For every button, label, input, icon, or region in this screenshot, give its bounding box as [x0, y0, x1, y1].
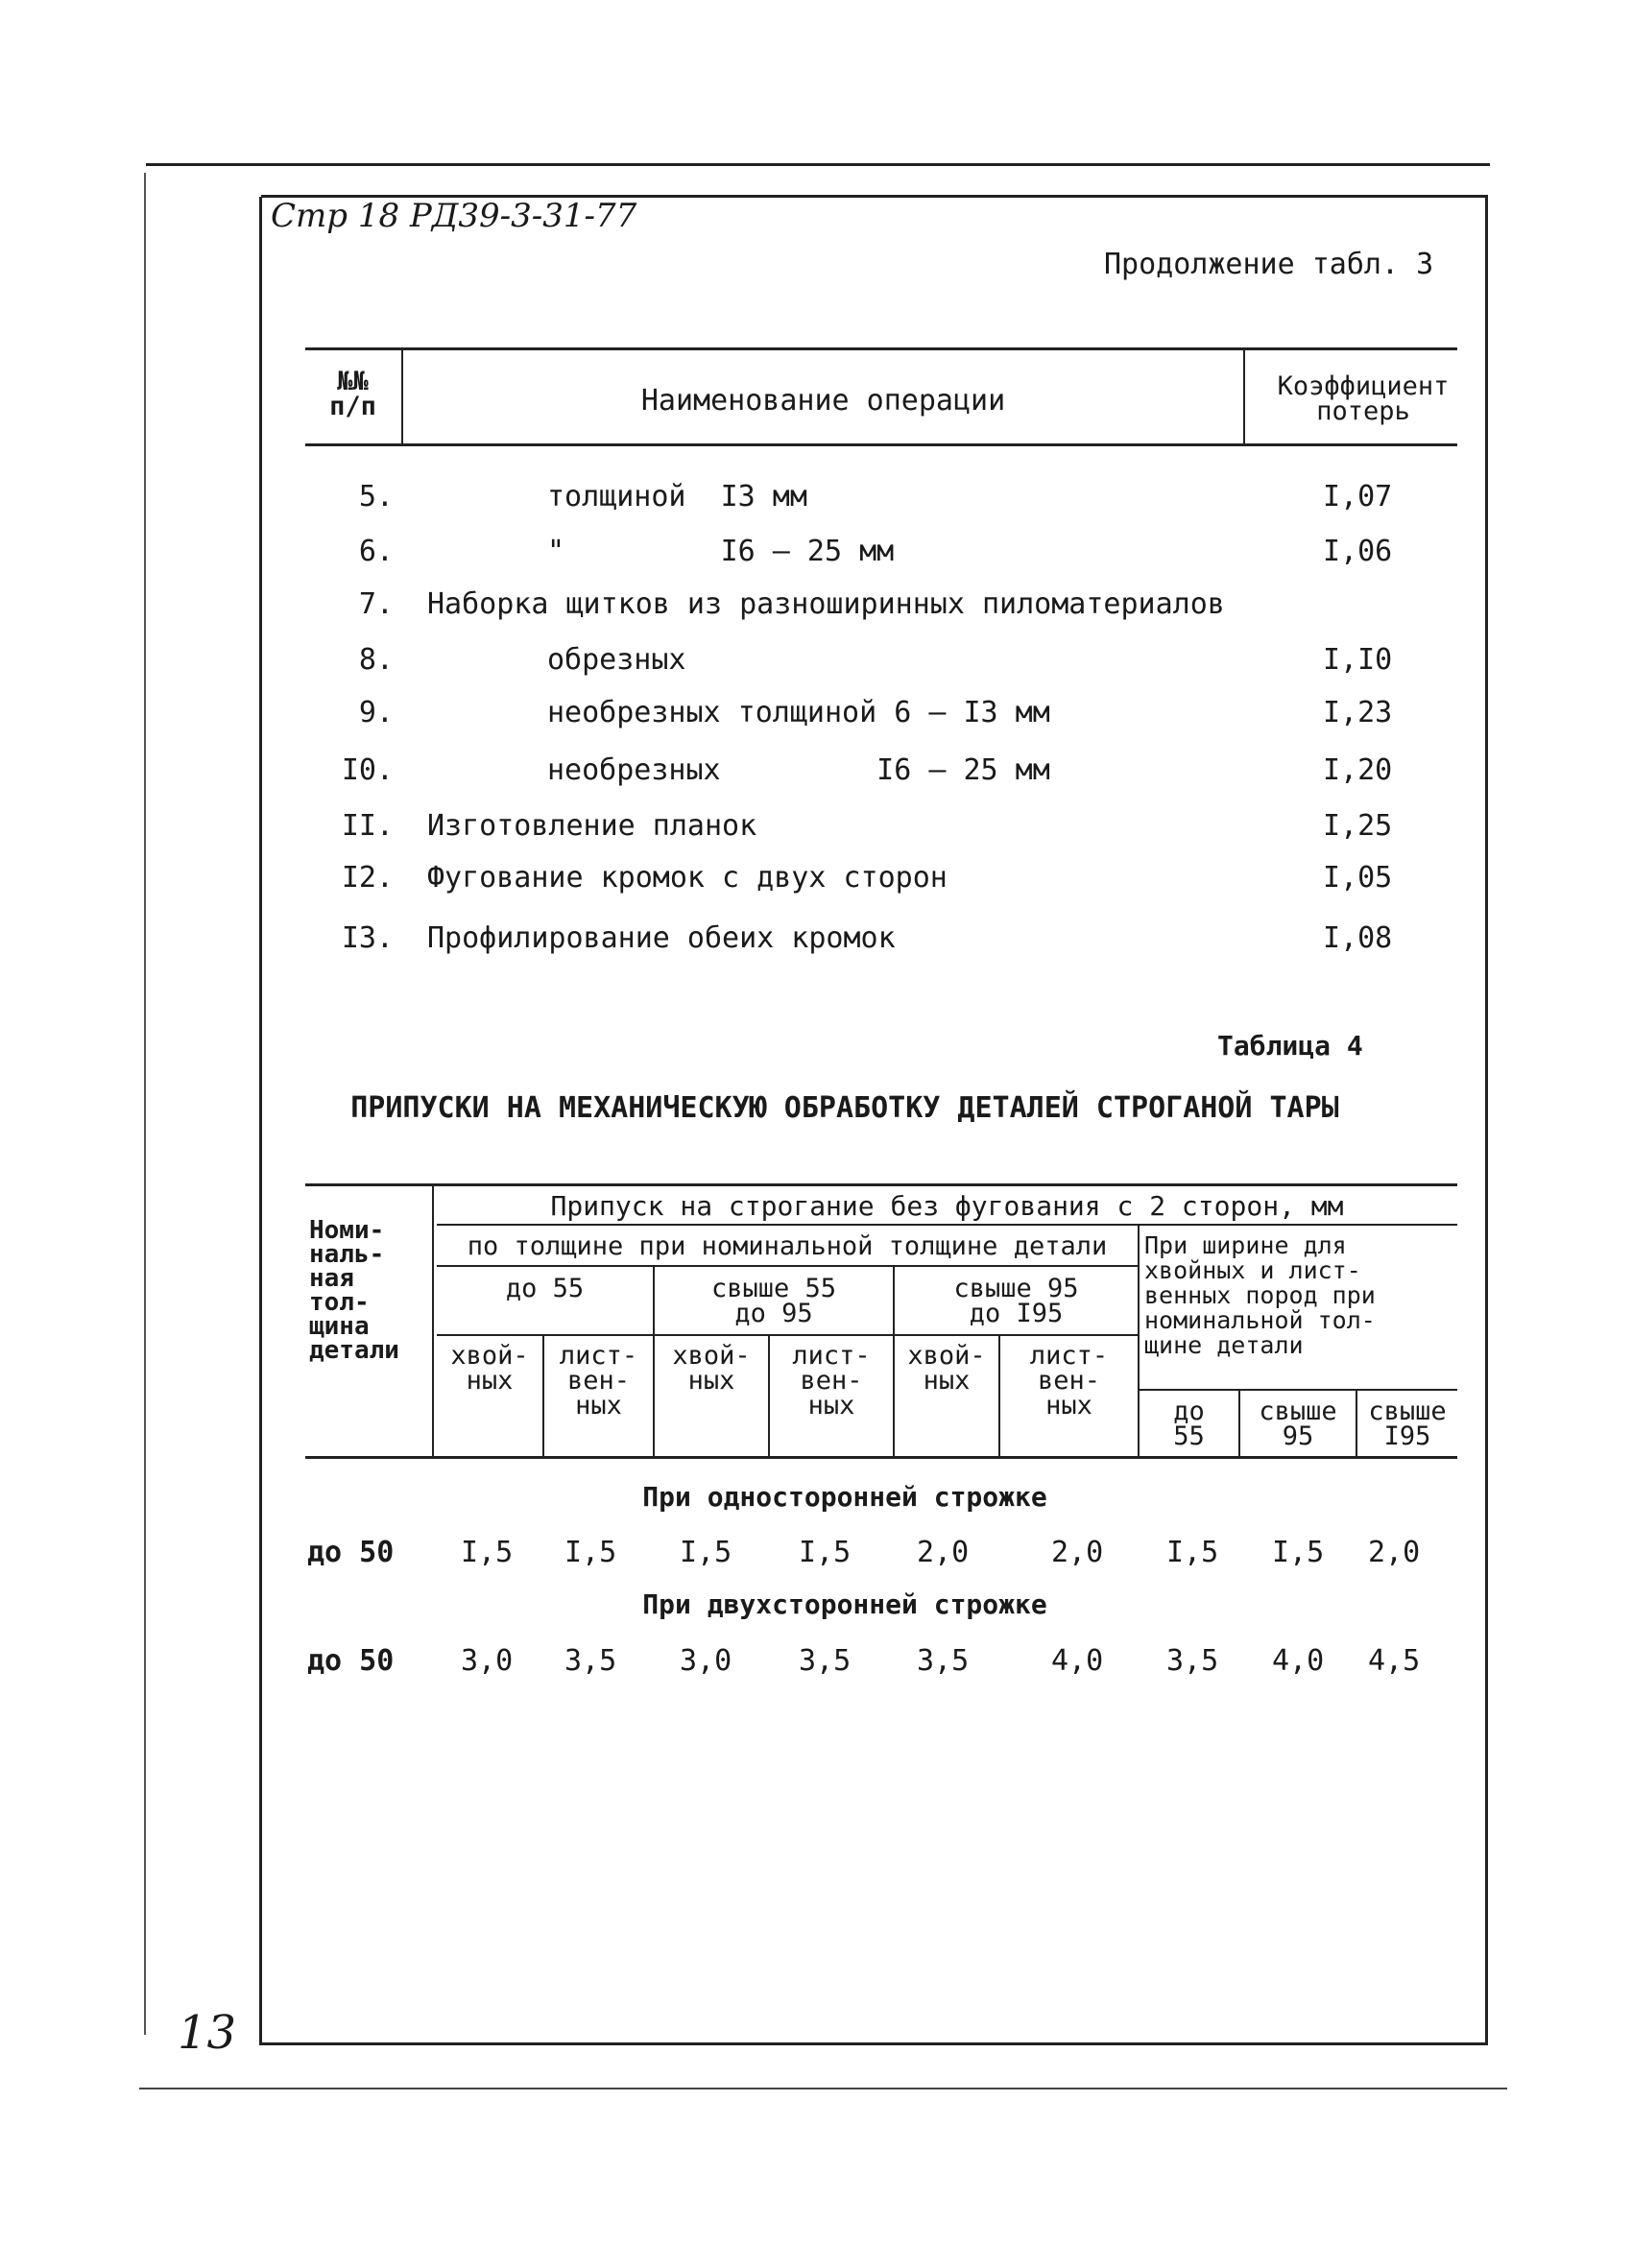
t4-cell-value: 4,5: [1368, 1644, 1421, 1678]
t4-sub-2: лист- вен- ных: [559, 1341, 638, 1420]
t4-rule-groups: [437, 1265, 1138, 1267]
t3-row-coef: I,I0: [1323, 643, 1393, 677]
t3-row-name: Наборка щитков из разноширинных пиломатериалов: [427, 587, 1225, 621]
t4-rule-width: [1140, 1389, 1457, 1391]
t3-row-number: I0.: [341, 753, 394, 787]
t4-cell-nominal: до 50: [307, 1536, 395, 1569]
t4-sub-1: хвой- ных: [450, 1341, 529, 1396]
t4-head-g2: свыше 55 до 95: [710, 1274, 837, 1328]
t3-row-number: II.: [341, 809, 394, 843]
t3-row-coef: I,05: [1323, 861, 1393, 895]
t3-row-number: I2.: [341, 861, 394, 895]
t4-rule-allowance: [437, 1224, 1457, 1226]
t4-head-g1: до 55: [505, 1274, 585, 1303]
t4-cell-value: I,5: [564, 1536, 617, 1569]
t4-cell-value: I,5: [680, 1536, 732, 1569]
t3-row-number: 7.: [358, 587, 394, 621]
frame-left: [259, 197, 262, 2044]
t4-cell-value: 3,5: [564, 1644, 617, 1678]
t4-rule-top: [305, 1183, 1457, 1186]
t4-head-by-width: При ширине для хвойных и лист- венных пород при номинальной тол- щине детали: [1144, 1231, 1376, 1359]
t3-vsep-2: [1243, 347, 1245, 443]
t3-row-name: Профилирование обеих кромок: [427, 921, 896, 955]
t4-cell-value: I,5: [799, 1536, 852, 1569]
frame-bottom: [259, 2042, 1488, 2045]
t3-col-num: №№ п/п: [329, 367, 376, 421]
page-stamp: Стр 18 РД39-3-31-77: [271, 197, 637, 235]
t4-cell-value: 3,0: [461, 1644, 514, 1678]
t3-row-name: необрезных толщиной 6 – I3 мм: [547, 696, 1050, 729]
table4-label: Таблица 4: [1217, 1030, 1363, 1062]
page-number: 13: [178, 2006, 237, 2060]
t4-cell-value: I,5: [461, 1536, 514, 1569]
frame-right: [1485, 197, 1488, 2044]
t3-row-number: 5.: [358, 480, 394, 513]
t4-cell-value: 3,5: [917, 1644, 970, 1678]
t3-rule-top: [305, 347, 1457, 350]
t4-sub-6: лист- вен- ных: [1029, 1341, 1109, 1420]
t3-row-coef: I,20: [1323, 753, 1393, 787]
t4-cell-value: I,5: [1166, 1536, 1219, 1569]
t3-row-name: Фугование кромок с двух сторон: [427, 861, 948, 895]
t4-vsep-nominal: [432, 1183, 434, 1456]
t3-row-name: обрезных: [547, 643, 686, 677]
t3-row-name: " I6 – 25 мм: [547, 535, 895, 568]
t3-row-number: 8.: [358, 643, 394, 677]
t4-cell-value: 4,0: [1051, 1644, 1104, 1678]
t3-row-name: необрезных I6 – 25 мм: [547, 753, 1050, 787]
t4-sub-3: хвой- ных: [672, 1341, 751, 1396]
t4-cell-value: 3,0: [680, 1644, 732, 1678]
t4-cell-value: 2,0: [1368, 1536, 1421, 1569]
t4-rule-head-bottom: [305, 1456, 1457, 1459]
t3-row-number: 9.: [358, 696, 394, 729]
t3-col-coef: Коэффициент потерь: [1277, 371, 1450, 426]
t4-sub-5: хвой- ных: [907, 1341, 986, 1396]
t4-section-two-sided: При двухсторонней строжке: [642, 1588, 1047, 1620]
t4-sub-4: лист- вен- ных: [792, 1341, 871, 1420]
t3-row-number: 6.: [358, 535, 394, 568]
t4-head-w3: свыше I95: [1368, 1397, 1447, 1451]
t4-section-one-sided: При односторонней строжке: [642, 1481, 1047, 1513]
top-rule: [146, 163, 1490, 166]
t3-rule-head: [305, 443, 1457, 446]
t3-row-name: толщиной I3 мм: [547, 480, 807, 513]
left-rule: [144, 173, 146, 2035]
t3-row-coef: I,23: [1323, 696, 1393, 729]
t4-head-by-thickness: по толщине при номинальной толщине детали: [467, 1231, 1108, 1261]
t4-cell-value: 3,5: [1166, 1644, 1219, 1678]
continuation-label: Продолжение табл. 3: [1104, 248, 1434, 281]
t3-row-coef: I,25: [1323, 809, 1393, 843]
t4-cell-value: 2,0: [917, 1536, 970, 1569]
t3-row-name: Изготовление планок: [427, 809, 757, 843]
t4-cell-value: 4,0: [1272, 1644, 1325, 1678]
bottom-rule: [139, 2088, 1507, 2089]
t4-head-allowance: Припуск на строгание без фугования с 2 сторон, мм: [550, 1190, 1344, 1222]
t4-cell-value: 2,0: [1051, 1536, 1104, 1569]
t4-cell-nominal: до 50: [307, 1644, 395, 1678]
t3-row-coef: I,06: [1323, 535, 1393, 568]
t4-head-g3: свыше 95 до I95: [953, 1274, 1079, 1328]
table4-title: ПРИПУСКИ НА МЕХАНИЧЕСКУЮ ОБРАБОТКУ ДЕТАЛЕЙ СТРОГАНОЙ ТАРЫ: [350, 1091, 1339, 1125]
t4-cell-value: I,5: [1272, 1536, 1325, 1569]
t4-head-w2: свыше 95: [1259, 1397, 1337, 1451]
t4-head-w1: до 55: [1173, 1397, 1205, 1451]
t3-row-coef: I,07: [1323, 480, 1393, 513]
t3-col-name: Наименование операции: [640, 384, 1006, 418]
t3-row-coef: I,08: [1323, 921, 1393, 955]
t3-row-number: I3.: [341, 921, 394, 955]
t4-cell-value: 3,5: [799, 1644, 852, 1678]
t4-head-nominal: Номи- наль- ная тол- щина детали: [309, 1216, 399, 1365]
